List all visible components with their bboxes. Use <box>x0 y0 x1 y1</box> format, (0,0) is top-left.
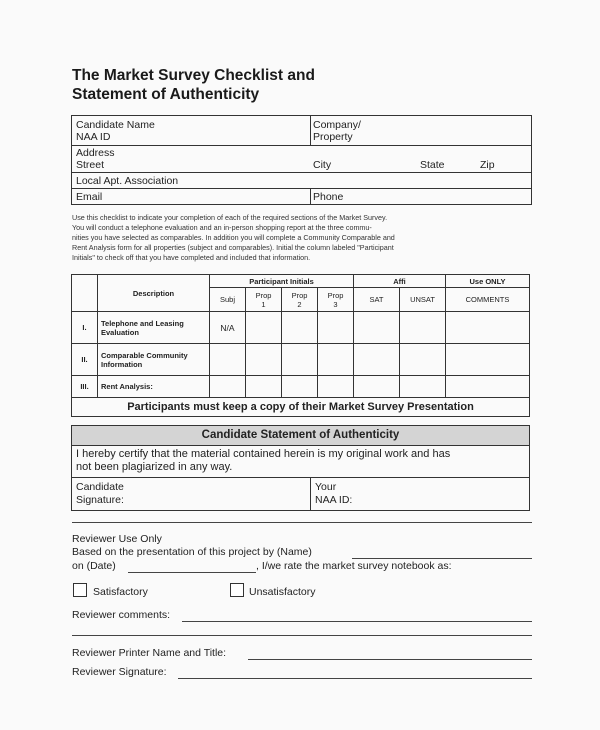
description-line: Telephone and Leasing <box>101 318 184 328</box>
subj-header: Subj <box>210 288 246 312</box>
state-label: State <box>420 159 445 171</box>
prop-3-cell[interactable] <box>318 312 354 344</box>
reviewer-signature-label: Reviewer Signature: <box>72 666 167 678</box>
table-note: Participants must keep a copy of their Market Survey Presentation <box>72 398 530 417</box>
intro-line: You will conduct a telephone evaluation and an in-person shopping report at the three commu- <box>72 223 372 232</box>
naa-id-label: NAA ID <box>76 131 111 143</box>
description-header: Description <box>98 275 210 312</box>
street-label: Street <box>76 159 105 171</box>
subj-cell[interactable] <box>210 376 246 398</box>
your-label: Your <box>315 481 337 493</box>
prop-3-cell[interactable] <box>318 376 354 398</box>
description-line: Information <box>101 359 143 369</box>
unsatisfactory-label: Unsatisfactory <box>249 586 316 598</box>
prop-3-header <box>318 288 354 312</box>
prop-1-cell[interactable] <box>246 312 282 344</box>
intro-text <box>72 213 532 263</box>
intro-line: Initials" to check off that you have completed and included that information. <box>72 253 311 262</box>
prop-label: Prop <box>327 290 344 300</box>
table-row <box>72 376 530 398</box>
row-description <box>98 312 210 344</box>
sat-cell[interactable] <box>354 344 400 376</box>
sat-cell[interactable] <box>354 312 400 344</box>
page-title <box>72 66 315 104</box>
prop-1-header <box>246 288 282 312</box>
checklist-table <box>71 274 530 417</box>
comments-cell[interactable] <box>446 376 530 398</box>
on-date-label: on (Date) <box>72 560 116 572</box>
table-corner <box>72 275 98 312</box>
divider <box>72 522 532 523</box>
unsatisfactory-checkbox[interactable] <box>230 583 244 597</box>
statement-line-2: not been plagiarized in any way. <box>76 461 233 473</box>
prop-2-cell[interactable] <box>282 344 318 376</box>
prop-2-cell[interactable] <box>282 376 318 398</box>
row-description: Rent Analysis: <box>98 376 210 398</box>
local-apt-label: Local Apt. Association <box>76 175 179 187</box>
prop-number: 2 <box>297 299 302 309</box>
table-row <box>72 312 530 344</box>
prop-1-cell[interactable] <box>246 344 282 376</box>
prop-number: 1 <box>261 299 266 309</box>
unsat-cell[interactable] <box>400 344 446 376</box>
prop-3-cell[interactable] <box>318 344 354 376</box>
affi-header: Affi <box>354 275 446 288</box>
comments-line[interactable] <box>182 621 532 622</box>
candidate-name-label: Candidate Name <box>76 119 155 131</box>
row-number: III. <box>72 376 98 398</box>
comments-line-2[interactable] <box>72 635 532 636</box>
info-row-address <box>72 146 531 173</box>
comments-cell[interactable] <box>446 344 530 376</box>
city-label: City <box>313 159 332 171</box>
based-on-label: Based on the presentation of this project by (Name) <box>72 546 312 558</box>
date-line[interactable] <box>128 572 256 573</box>
name-line[interactable] <box>352 558 532 559</box>
intro-line: Use this checklist to indicate your completion of each of the required sections of the Market Survey. <box>72 213 388 222</box>
subj-cell: N/A <box>210 312 246 344</box>
use-only-header: Use ONLY <box>446 275 530 288</box>
description-line: Comparable Community <box>101 350 188 360</box>
intro-line: Rent Analysis form for all properties (subject and comparables). Initial the column labeled "Participant <box>72 243 394 252</box>
prop-label: Prop <box>255 290 272 300</box>
phone-label: Phone <box>313 191 344 203</box>
signature-label: Signature: <box>76 494 124 506</box>
row-description <box>98 344 210 376</box>
printer-name-label: Reviewer Printer Name and Title: <box>72 647 227 659</box>
satisfactory-checkbox[interactable] <box>73 583 87 597</box>
table-row <box>72 344 530 376</box>
candidate-label: Candidate <box>76 481 124 493</box>
prop-2-cell[interactable] <box>282 312 318 344</box>
description-line: Evaluation <box>101 327 139 337</box>
satisfactory-label: Satisfactory <box>93 586 148 598</box>
email-label: Email <box>76 191 103 203</box>
company-label: Company/ <box>313 119 361 131</box>
prop-number: 3 <box>333 299 338 309</box>
intro-line: nities you have selected as comparables. In addition you will complete a Community Comparable and <box>72 233 395 242</box>
prop-2-header <box>282 288 318 312</box>
row-number: II. <box>72 344 98 376</box>
zip-label: Zip <box>480 159 495 171</box>
unsat-cell[interactable] <box>400 376 446 398</box>
statement-line-1: I hereby certify that the material contained herein is my original work and has <box>76 448 451 460</box>
prop-label: Prop <box>291 290 308 300</box>
reviewer-comments-label: Reviewer comments: <box>72 609 171 621</box>
unsat-cell[interactable] <box>400 312 446 344</box>
sat-cell[interactable] <box>354 376 400 398</box>
rate-label: , I/we rate the market survey notebook as: <box>256 560 452 572</box>
your-naa-id-label: NAA ID: <box>315 494 353 506</box>
comments-header: COMMENTS <box>446 288 530 312</box>
statement-heading: Candidate Statement of Authenticity <box>71 425 530 446</box>
reviewer-use-only: Reviewer Use Only <box>72 533 162 545</box>
statement-box <box>71 445 530 511</box>
title-line-1: The Market Survey Checklist and <box>72 67 315 84</box>
printer-name-line[interactable] <box>248 659 532 660</box>
comments-cell[interactable] <box>446 312 530 344</box>
address-label: Address <box>76 147 115 159</box>
prop-1-cell[interactable] <box>246 376 282 398</box>
title-line-2: Statement of Authenticity <box>72 86 260 103</box>
row-number: I. <box>72 312 98 344</box>
candidate-info-box <box>71 115 532 205</box>
property-label: Property <box>313 131 353 143</box>
participant-initials-header: Participant Initials <box>210 275 354 288</box>
unsat-header: UNSAT <box>400 288 446 312</box>
subj-cell[interactable] <box>210 344 246 376</box>
sat-header: SAT <box>354 288 400 312</box>
signature-line[interactable] <box>178 678 532 679</box>
